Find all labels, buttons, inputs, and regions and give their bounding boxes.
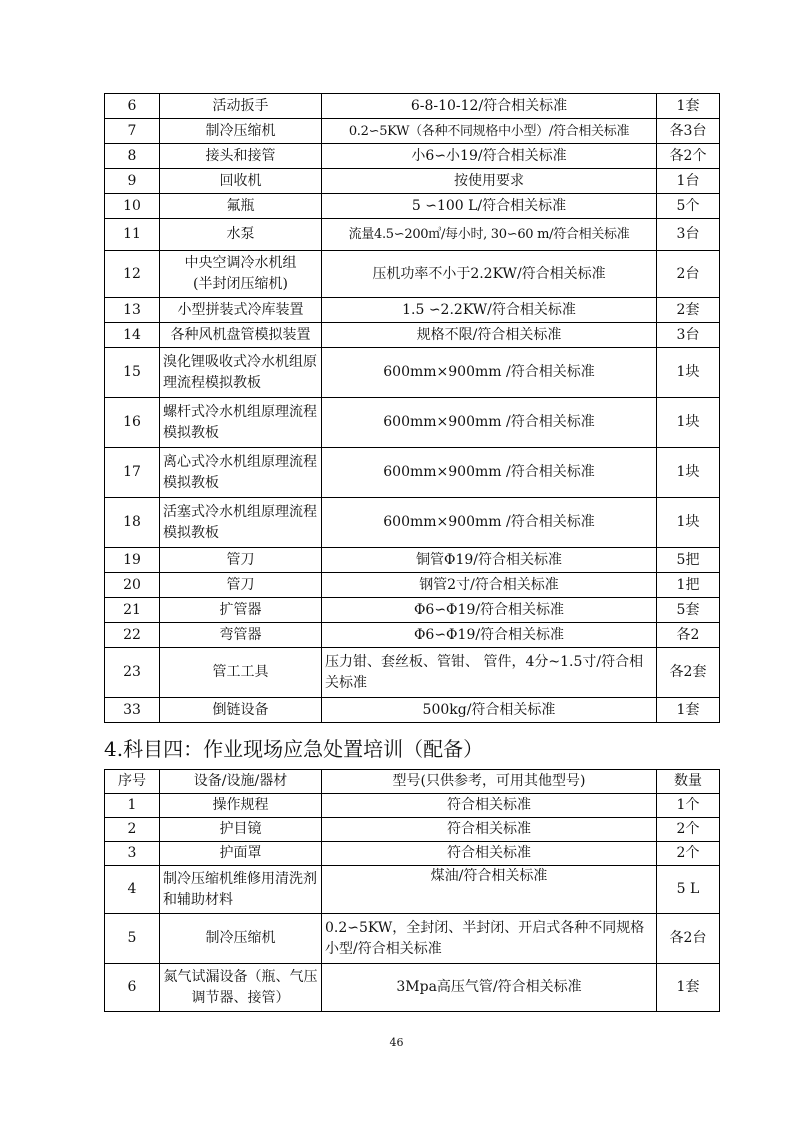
table-row <box>105 648 720 698</box>
equipment-qty: 5 L <box>657 866 720 914</box>
equipment-qty: 2个 <box>657 818 720 842</box>
equipment-qty: 3台 <box>657 219 720 251</box>
table-row <box>105 251 720 298</box>
equipment-spec: 600mm×900mm /符合相关标准 <box>322 448 657 498</box>
equipment-name: 弯管器 <box>160 623 322 648</box>
equipment-qty: 各3台 <box>657 119 720 144</box>
equipment-name: 扩管器 <box>160 598 322 623</box>
table-row <box>105 498 720 548</box>
equipment-name: 制冷压缩机维修用清洗剂和辅助材料 <box>160 866 322 914</box>
table-row <box>105 964 720 1012</box>
equipment-spec: 600mm×900mm /符合相关标准 <box>322 398 657 448</box>
equipment-qty: 各2个 <box>657 144 720 169</box>
table-row <box>105 698 720 723</box>
row-number: 19 <box>105 548 160 573</box>
equipment-spec: 钢管2寸/符合相关标准 <box>322 573 657 598</box>
equipment-qty: 1台 <box>657 169 720 194</box>
equipment-name: 管刀 <box>160 548 322 573</box>
equipment-qty: 各2套 <box>657 648 720 698</box>
equipment-spec: 小6∽小19/符合相关标准 <box>322 144 657 169</box>
row-number: 15 <box>105 348 160 398</box>
row-number: 21 <box>105 598 160 623</box>
equipment-spec: 压力钳、套丝板、管钳、 管件，4分~1.5寸/符合相关标准 <box>322 648 657 698</box>
equipment-name: 护面罩 <box>160 842 322 866</box>
equipment-name: 氮气试漏设备（瓶、气压调节器、接管） <box>160 964 322 1012</box>
row-number: 20 <box>105 573 160 598</box>
row-number: 5 <box>105 914 160 964</box>
table-row <box>105 194 720 219</box>
equipment-qty: 5个 <box>657 194 720 219</box>
equipment-name: 离心式冷水机组原理流程模拟教板 <box>160 448 322 498</box>
equipment-name: 螺杆式冷水机组原理流程模拟教板 <box>160 398 322 448</box>
row-number: 33 <box>105 698 160 723</box>
equipment-name: 氟瓶 <box>160 194 322 219</box>
equipment-spec: 符合相关标准 <box>322 842 657 866</box>
row-number: 6 <box>105 94 160 119</box>
table-row <box>105 144 720 169</box>
equipment-spec: 规格不限/符合相关标准 <box>322 323 657 348</box>
equipment-qty: 1个 <box>657 794 720 818</box>
equipment-spec: 5 ∽100 L/符合相关标准 <box>322 194 657 219</box>
equipment-spec: 600mm×900mm /符合相关标准 <box>322 498 657 548</box>
equipment-name: 活动扳手 <box>160 94 322 119</box>
table-row <box>105 573 720 598</box>
table-row <box>105 298 720 323</box>
equipment-spec: 600mm×900mm /符合相关标准 <box>322 348 657 398</box>
table-header-row <box>105 770 720 794</box>
table-row <box>105 818 720 842</box>
equipment-spec: 0.2∽5KW，全封闭、半封闭、开启式各种不同规格小型/符合相关标准 <box>322 914 657 964</box>
table-row <box>105 219 720 251</box>
equipment-spec: 符合相关标准 <box>322 794 657 818</box>
equipment-spec: 6-8-10-12/符合相关标准 <box>322 94 657 119</box>
table-row <box>105 94 720 119</box>
row-number: 9 <box>105 169 160 194</box>
header-no: 序号 <box>105 770 160 794</box>
equipment-qty: 1套 <box>657 698 720 723</box>
equipment-name: 水泵 <box>160 219 322 251</box>
row-number: 3 <box>105 842 160 866</box>
equipment-qty: 各2 <box>657 623 720 648</box>
row-number: 7 <box>105 119 160 144</box>
table-row <box>105 914 720 964</box>
equipment-qty: 1套 <box>657 964 720 1012</box>
table-row <box>105 866 720 914</box>
equipment-qty: 5套 <box>657 598 720 623</box>
equipment-qty: 1把 <box>657 573 720 598</box>
equipment-name: 小型拼装式冷库装置 <box>160 298 322 323</box>
table-row <box>105 548 720 573</box>
table-row <box>105 448 720 498</box>
emergency-training-table <box>104 769 720 1012</box>
equipment-name: 操作规程 <box>160 794 322 818</box>
header-spec: 型号(只供参考，可用其他型号) <box>322 770 657 794</box>
equipment-spec: 0.2∽5KW（各种不同规格中小型）/符合相关标准 <box>322 119 657 144</box>
equipment-spec: 压机功率不小于2.2KW/符合相关标准 <box>322 251 657 298</box>
row-number: 6 <box>105 964 160 1012</box>
row-number: 13 <box>105 298 160 323</box>
row-number: 4 <box>105 866 160 914</box>
equipment-spec: 流量4.5∽200㎥/每小时, 30∽60 m/符合相关标准 <box>322 219 657 251</box>
row-number: 1 <box>105 794 160 818</box>
equipment-spec: Φ6∽Φ19/符合相关标准 <box>322 623 657 648</box>
row-number: 23 <box>105 648 160 698</box>
table-row <box>105 842 720 866</box>
equipment-name: 制冷压缩机 <box>160 914 322 964</box>
section-heading: 4.科目四：作业现场应急处置培训（配备） <box>104 737 484 761</box>
equipment-qty: 1块 <box>657 398 720 448</box>
equipment-qty: 2台 <box>657 251 720 298</box>
equipment-qty: 2个 <box>657 842 720 866</box>
equipment-qty: 5把 <box>657 548 720 573</box>
row-number: 17 <box>105 448 160 498</box>
equipment-qty: 3台 <box>657 323 720 348</box>
equipment-qty: 2套 <box>657 298 720 323</box>
equipment-name: 倒链设备 <box>160 698 322 723</box>
equipment-name: 中央空调冷水机组 (半封闭压缩机) <box>160 251 322 298</box>
equipment-name: 接头和接管 <box>160 144 322 169</box>
row-number: 16 <box>105 398 160 448</box>
equipment-qty: 1块 <box>657 498 720 548</box>
row-number: 11 <box>105 219 160 251</box>
equipment-spec: 铜管Φ19/符合相关标准 <box>322 548 657 573</box>
header-qty: 数量 <box>657 770 720 794</box>
row-number: 12 <box>105 251 160 298</box>
equipment-name: 活塞式冷水机组原理流程模拟教板 <box>160 498 322 548</box>
table-row <box>105 623 720 648</box>
equipment-qty: 1套 <box>657 94 720 119</box>
equipment-name: 制冷压缩机 <box>160 119 322 144</box>
row-number: 8 <box>105 144 160 169</box>
page-number: 46 <box>389 1036 404 1049</box>
equipment-name: 溴化锂吸收式冷水机组原理流程模拟教板 <box>160 348 322 398</box>
equipment-name: 管工工具 <box>160 648 322 698</box>
equipment-spec: 按使用要求 <box>322 169 657 194</box>
table-row <box>105 348 720 398</box>
equipment-qty: 各2台 <box>657 914 720 964</box>
row-number: 2 <box>105 818 160 842</box>
table-row <box>105 794 720 818</box>
equipment-qty: 1块 <box>657 348 720 398</box>
equipment-name: 护目镜 <box>160 818 322 842</box>
equipment-spec: 煤油/符合相关标准 <box>322 866 657 914</box>
equipment-table-continued <box>104 93 720 723</box>
equipment-spec: 3Mpa高压气管/符合相关标准 <box>322 964 657 1012</box>
row-number: 22 <box>105 623 160 648</box>
table-row <box>105 119 720 144</box>
equipment-spec: 500kg/符合相关标准 <box>322 698 657 723</box>
table-row <box>105 598 720 623</box>
equipment-name: 回收机 <box>160 169 322 194</box>
table-row <box>105 169 720 194</box>
equipment-spec: 符合相关标准 <box>322 818 657 842</box>
equipment-spec: 1.5 ∽2.2KW/符合相关标准 <box>322 298 657 323</box>
table-row <box>105 398 720 448</box>
equipment-name: 各种风机盘管模拟装置 <box>160 323 322 348</box>
row-number: 18 <box>105 498 160 548</box>
table-row <box>105 323 720 348</box>
equipment-qty: 1块 <box>657 448 720 498</box>
row-number: 10 <box>105 194 160 219</box>
equipment-name: 管刀 <box>160 573 322 598</box>
header-name: 设备/设施/器材 <box>160 770 322 794</box>
row-number: 14 <box>105 323 160 348</box>
equipment-spec: Φ6∽Φ19/符合相关标准 <box>322 598 657 623</box>
